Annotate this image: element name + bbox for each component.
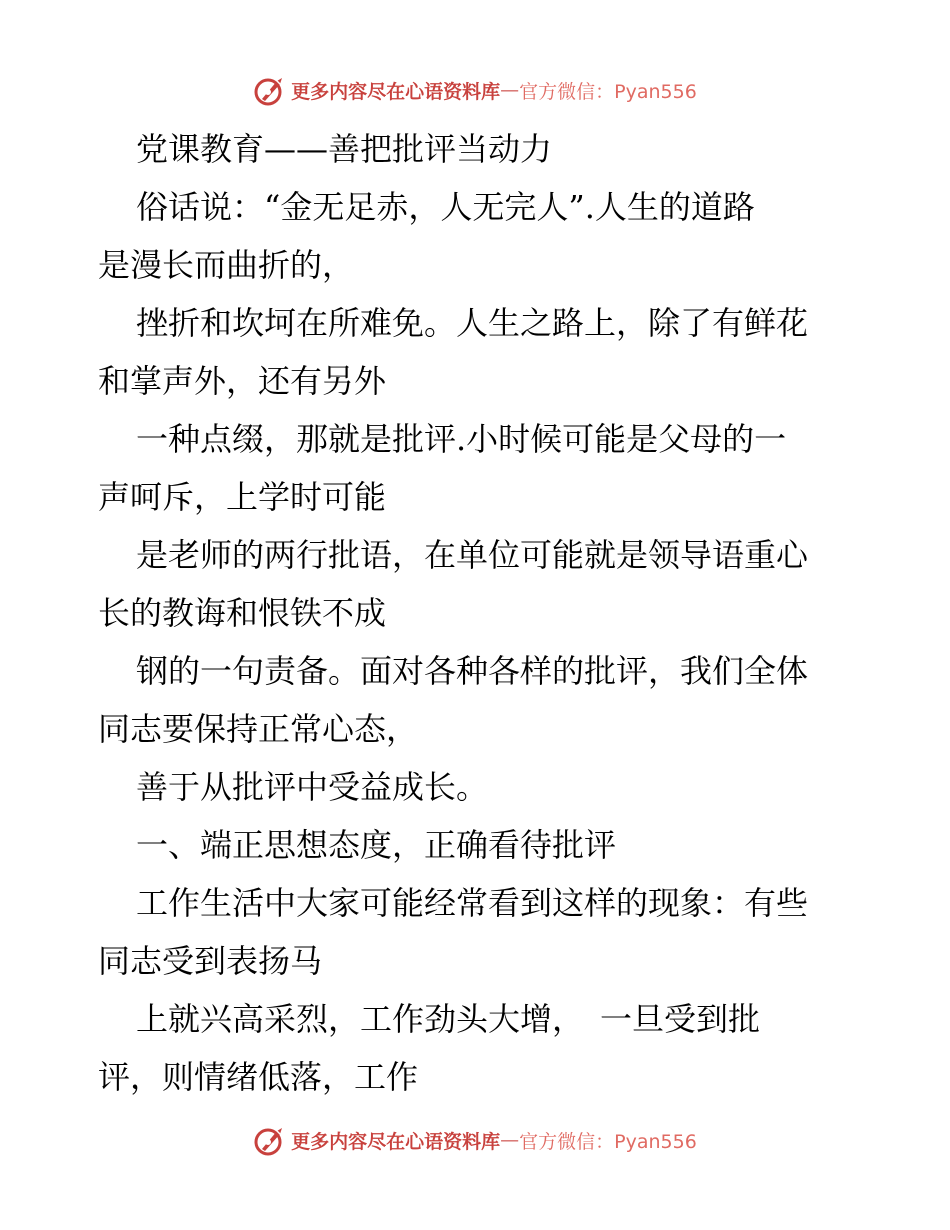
text-line: 工作生活中大家可能经常看到这样的现象：有些 (136, 884, 809, 922)
text-line: 同志要保持正常心态， (98, 710, 419, 748)
text-line: 长的教诲和恨铁不成 (98, 594, 387, 632)
header-banner (0, 68, 950, 112)
banner-separator: — (500, 79, 520, 101)
text-line: 是漫长而曲折的， (98, 246, 355, 284)
text-line: 评，则情绪低落，工作 (98, 1058, 419, 1096)
document-title: 党课教育——善把批评当动力 (136, 130, 553, 168)
text-line: 声呵斥，上学时可能 (98, 478, 387, 516)
document-body (98, 120, 858, 1106)
pen-logo-icon (253, 1123, 287, 1157)
banner-text: 更多内容尽在心语资料库 (291, 80, 501, 103)
section-heading: 一、端正思想态度，正确看待批评 (136, 826, 617, 864)
text-line: 善于从批评中受益成长。 (136, 768, 489, 806)
banner-wechat: 官方微信：Pyan556 (519, 80, 697, 103)
text-line: 挫折和坎坷在所难免。人生之路上，除了有鲜花 (136, 304, 809, 342)
text-line: 俗话说：“金无足赤，人无完人”.人生的道路 (136, 188, 755, 226)
text-line: 是老师的两行批语，在单位可能就是领导语重心 (136, 536, 809, 574)
text-line: 一种点缀，那就是批评.小时候可能是父母的一 (136, 420, 787, 458)
text-line: 上就兴高采烈，工作劲头大增， 一旦受到批 (136, 1000, 761, 1038)
footer-banner (0, 1118, 950, 1162)
pen-logo-icon (253, 73, 287, 107)
banner-wechat: 官方微信：Pyan556 (519, 1130, 697, 1153)
text-line: 钢的一句责备。面对各种各样的批评，我们全体 (136, 652, 809, 690)
banner-text: 更多内容尽在心语资料库 (291, 1130, 501, 1153)
banner-separator: — (500, 1129, 520, 1151)
text-line: 同志受到表扬马 (98, 942, 323, 980)
text-line: 和掌声外，还有另外 (98, 362, 387, 400)
